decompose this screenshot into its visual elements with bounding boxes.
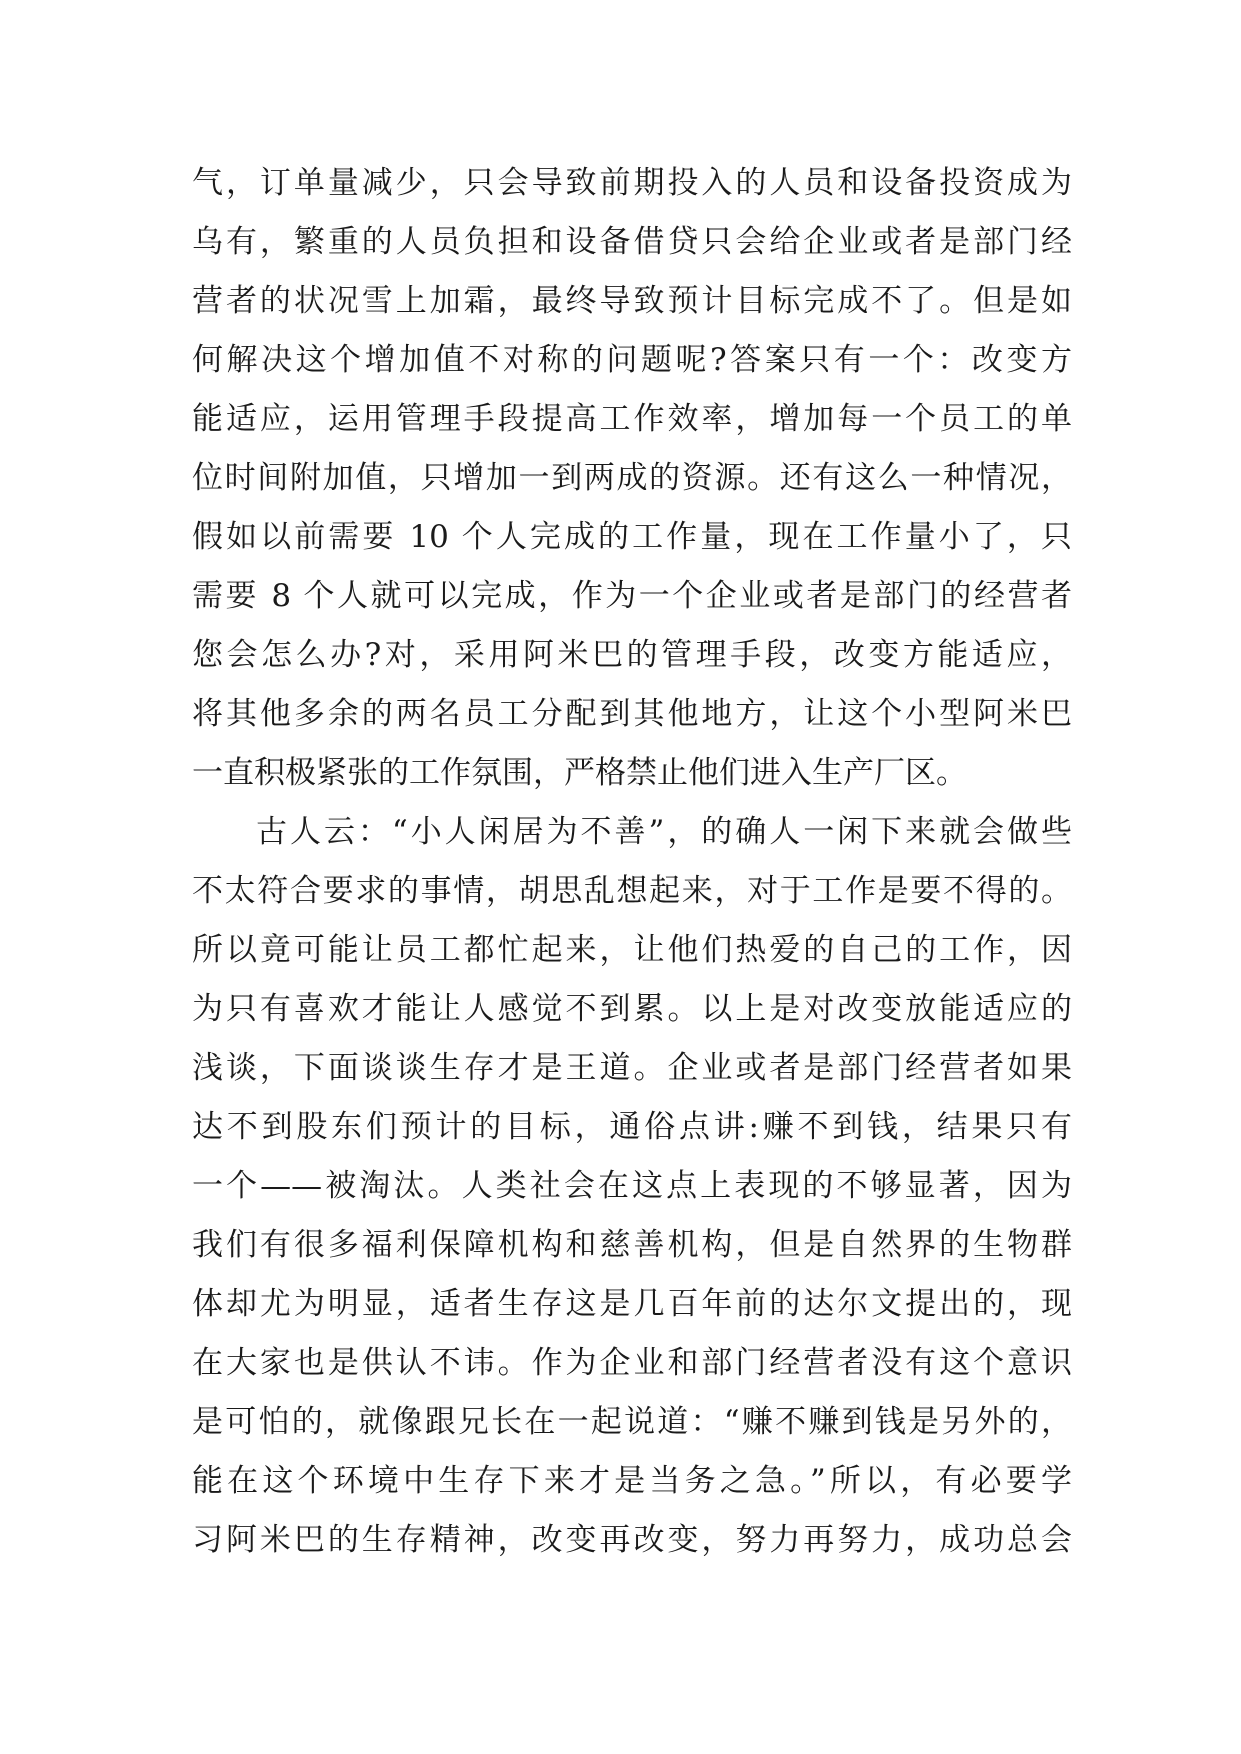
text-line: 营者的状况雪上加霜，最终导致预计目标完成不了。但是如	[192, 283, 1072, 319]
text-line: 所以竟可能让员工都忙起来，让他们热爱的自己的工作，因	[192, 932, 1072, 968]
text-line: 何解决这个增加值不对称的问题呢?答案只有一个：改变方	[192, 342, 1072, 378]
paragraph-first-line: 古人云：“小人闲居为不善”，的确人一闲下来就会做些	[256, 814, 1072, 850]
text-line: 气，订单量减少，只会导致前期投入的人员和设备投资成为	[192, 165, 1072, 201]
text-line: 需要 8 个人就可以完成，作为一个企业或者是部门的经营者	[192, 578, 1072, 614]
text-line: 假如以前需要 10 个人完成的工作量，现在工作量小了，只	[192, 519, 1072, 555]
text-line: 不太符合要求的事情，胡思乱想起来，对于工作是要不得的。	[192, 873, 1072, 909]
text-line: 我们有很多福利保障机构和慈善机构，但是自然界的生物群	[192, 1227, 1072, 1263]
text-line: 能在这个环境中生存下来才是当务之急。”所以，有必要学	[192, 1463, 1072, 1499]
text-line: 浅谈，下面谈谈生存才是王道。企业或者是部门经营者如果	[192, 1050, 1072, 1086]
text-line: 在大家也是供认不讳。作为企业和部门经营者没有这个意识	[192, 1345, 1072, 1381]
text-line: 您会怎么办?对，采用阿米巴的管理手段，改变方能适应，	[192, 637, 1072, 673]
text-line: 达不到股东们预计的目标，通俗点讲:赚不到钱，结果只有	[192, 1109, 1072, 1145]
text-line: 一直积极紧张的工作氛围，严格禁止他们进入生产厂区。	[192, 755, 967, 791]
text-line: 一个——被淘汰。人类社会在这点上表现的不够显著，因为	[192, 1168, 1072, 1204]
text-line: 习阿米巴的生存精神，改变再改变，努力再努力，成功总会	[192, 1522, 1072, 1558]
text-line: 将其他多余的两名员工分配到其他地方，让这个小型阿米巴	[192, 696, 1072, 732]
text-line: 能适应，运用管理手段提高工作效率，增加每一个员工的单	[192, 401, 1072, 437]
text-line: 是可怕的，就像跟兄长在一起说道：“赚不赚到钱是另外的，	[192, 1404, 1072, 1440]
text-line: 乌有，繁重的人员负担和设备借贷只会给企业或者是部门经	[192, 224, 1072, 260]
text-line: 体却尤为明显，适者生存这是几百年前的达尔文提出的，现	[192, 1286, 1072, 1322]
text-line: 为只有喜欢才能让人感觉不到累。以上是对改变放能适应的	[192, 991, 1072, 1027]
document-body	[192, 154, 1072, 1570]
text-line: 位时间附加值，只增加一到两成的资源。还有这么一种情况，	[192, 460, 1072, 496]
